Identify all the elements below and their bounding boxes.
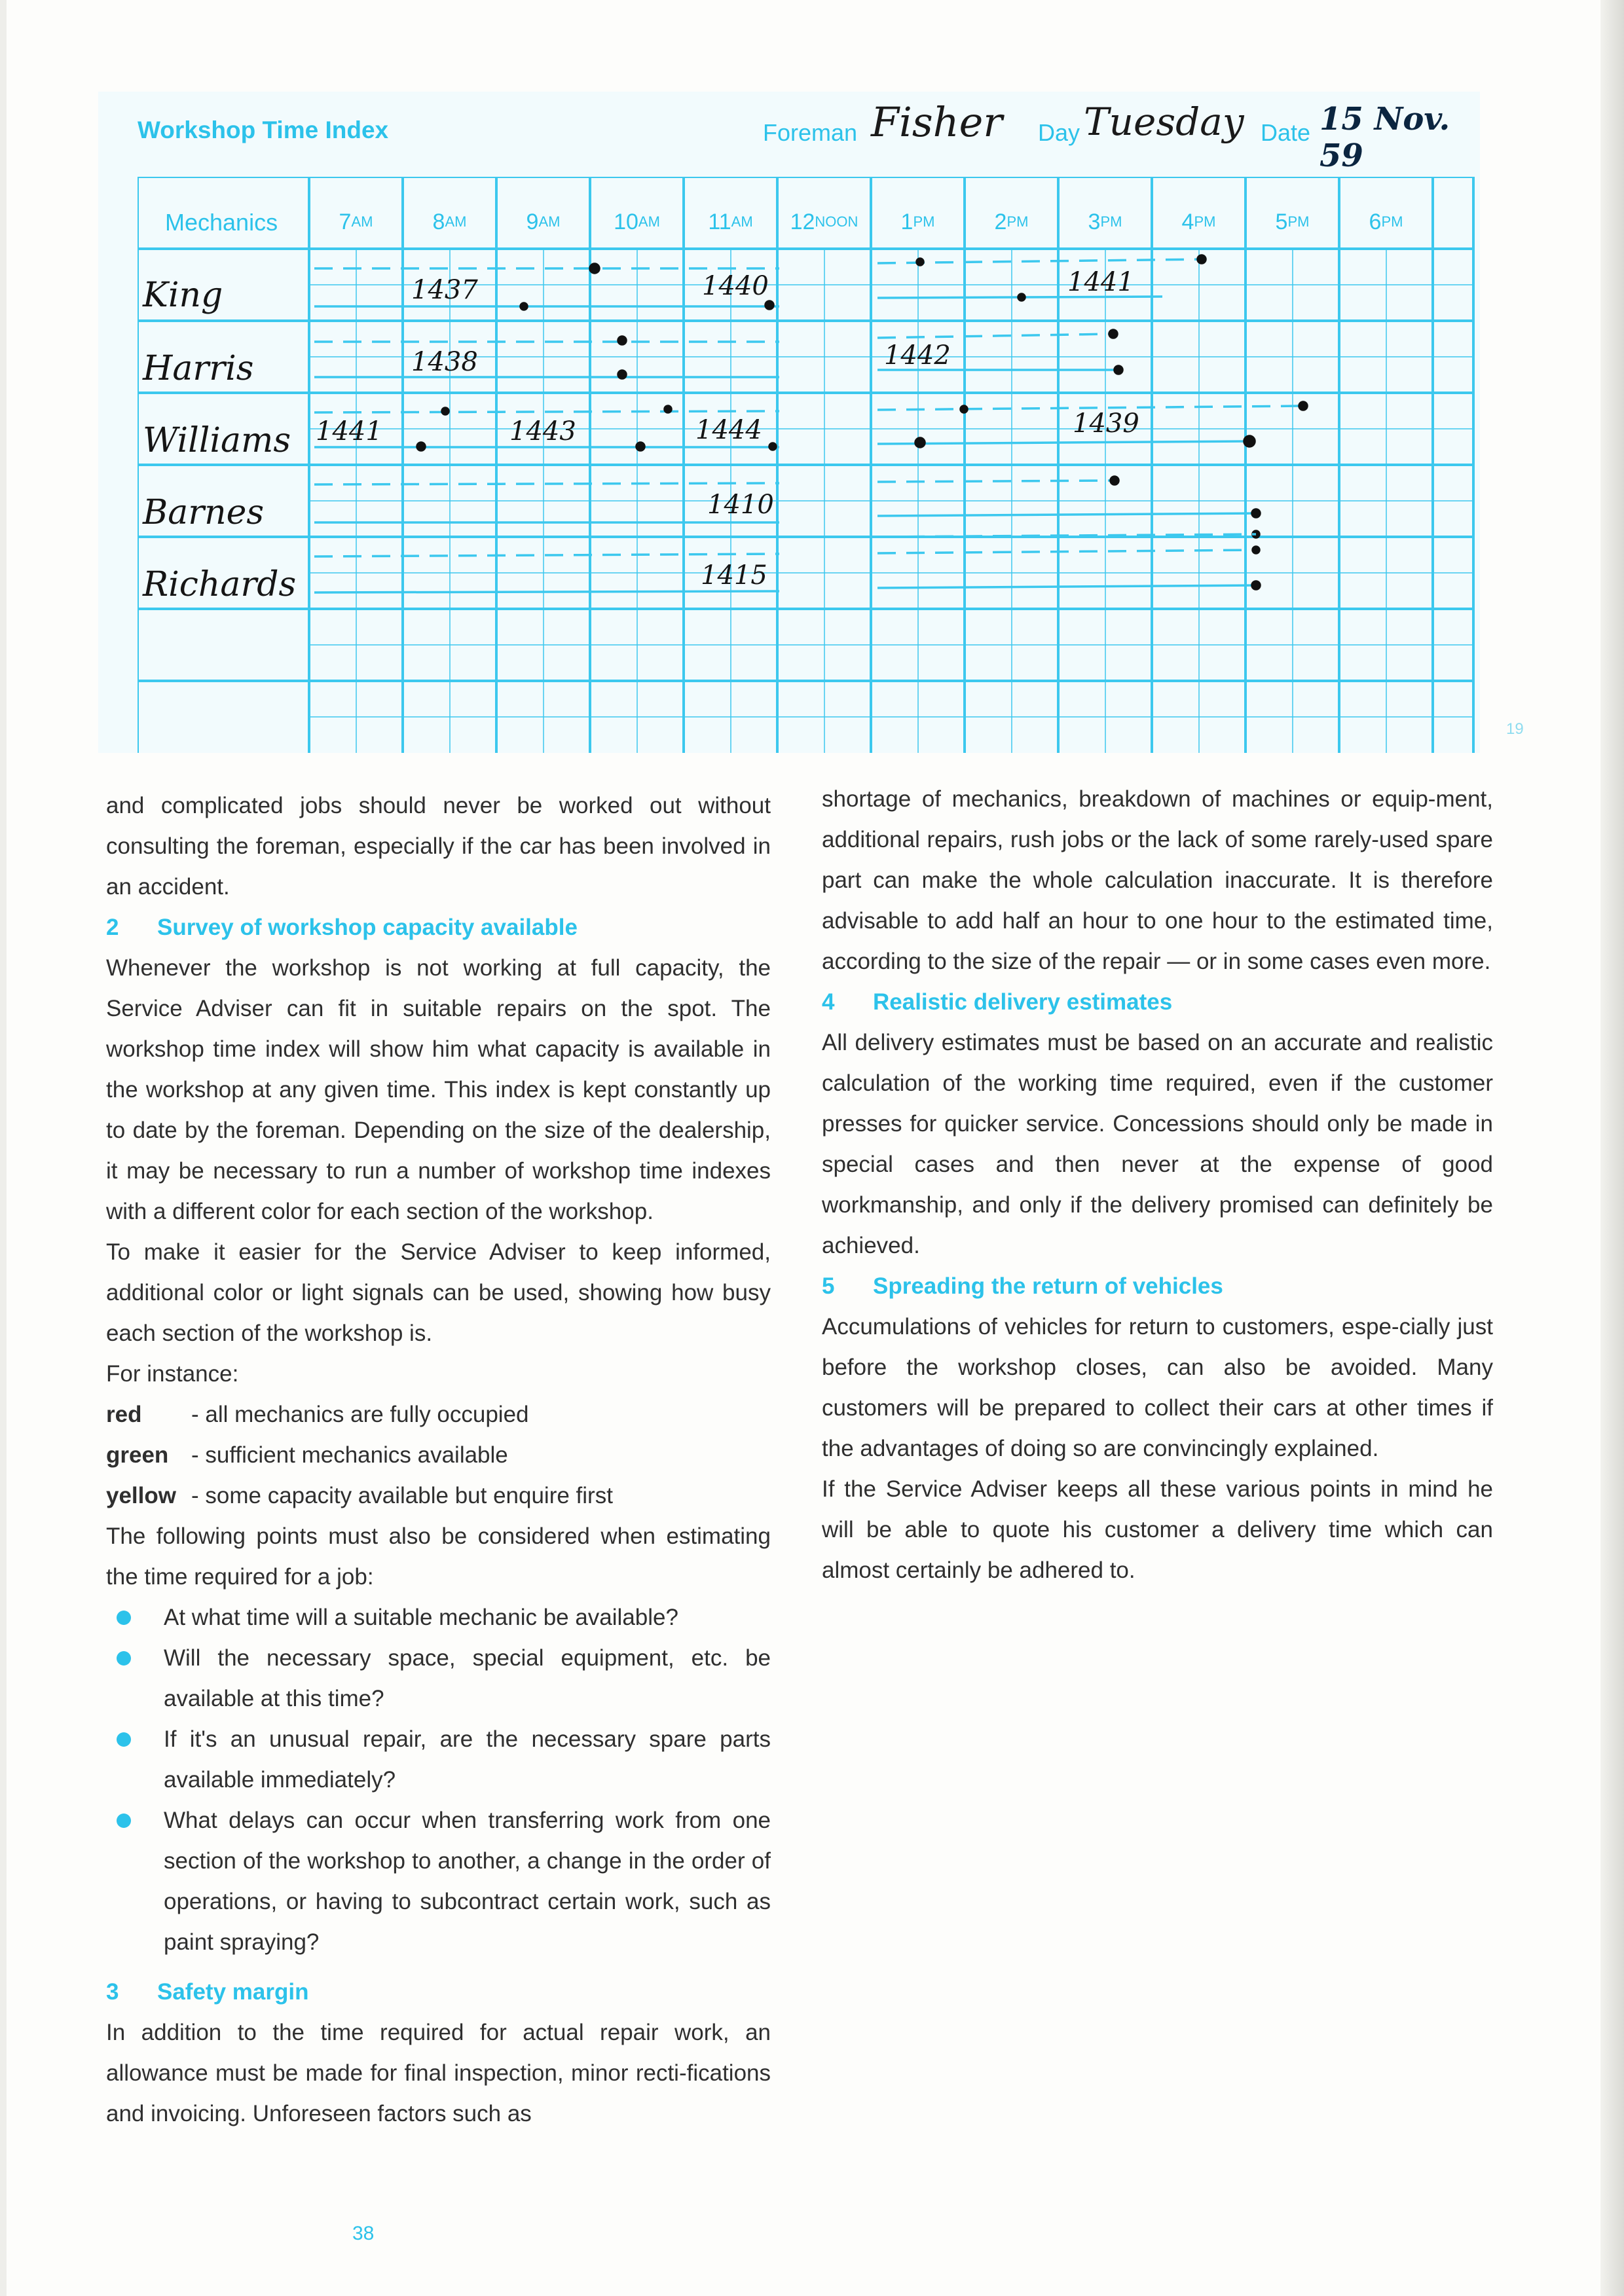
bullet-icon: [117, 1813, 131, 1828]
foreman-label: Foreman: [763, 119, 858, 146]
hour-header: 7AM: [339, 210, 373, 234]
list-item: [106, 1719, 771, 1800]
paragraph: Accumulations of vehicles for return to customers, espe-cially just before the workshop closes, can also be avoided. Many customers will be prepared to collect their cars at other times if the advantages of doing so are convincingly explained.: [822, 1314, 1493, 1461]
hour-header: 6PM: [1369, 210, 1403, 234]
bullet-icon: [117, 1611, 131, 1625]
paragraph: To make it easier for the Service Adviser to keep informed, additional color or light signals can be used, showing how busy each section of the workshop is.: [106, 1239, 771, 1346]
job-number: 1440: [702, 271, 769, 301]
job-number: 1437: [411, 275, 478, 305]
bullet-icon: [117, 1732, 131, 1747]
hour-header: 5PM: [1275, 210, 1310, 234]
job-number: 1415: [701, 560, 767, 591]
section-heading-2: [106, 907, 771, 948]
section-heading-3: [106, 1972, 771, 2013]
signal-meaning: - sufficient mechanics available: [191, 1442, 508, 1468]
hour-header: 8AM: [432, 210, 467, 234]
job-number: 1438: [411, 347, 478, 377]
hour-header: 12NOON: [790, 210, 858, 234]
job-number: 1442: [884, 340, 951, 371]
mechanic-name: Williams: [143, 421, 291, 460]
signal-color: green: [106, 1442, 169, 1468]
mechanic-name: Richards: [143, 565, 297, 604]
hour-header: 1PM: [900, 210, 935, 234]
list-item: [106, 1597, 771, 1638]
list-item-text: At what time will a suitable mechanic be available?: [164, 1605, 678, 1630]
section-number: 4: [822, 989, 835, 1015]
mechanic-name: Harris: [143, 349, 254, 388]
list-item-text: Will the necessary space, special equipment, etc. be available at this time?: [164, 1645, 771, 1711]
signal-meaning: - some capacity available but enquire first: [191, 1483, 613, 1508]
paragraph: If the Service Adviser keeps all these various points in mind he will be able to quote his customer a delivery time which can almost certainly be adhered to.: [822, 1476, 1493, 1583]
list-item: [106, 1800, 771, 1963]
section-title: Safety margin: [157, 1979, 309, 2005]
signal-yellow: [106, 1476, 771, 1516]
job-number: 1441: [1067, 267, 1134, 297]
mechanic-name: King: [143, 276, 223, 315]
job-number: 1444: [695, 415, 762, 445]
section-title: Realistic delivery estimates: [873, 989, 1173, 1015]
hour-header: 3PM: [1088, 210, 1122, 234]
paragraph: shortage of mechanics, breakdown of machines or equip-ment, additional repairs, rush jobs or the lack of some rarely-used spare part can make the whole calculation inaccurate. It is therefore advisable to add half an hour to one hour to the estimated time, according to the size of the repair — or in some cases even more.: [822, 786, 1493, 974]
section-number: 2: [106, 915, 119, 940]
date-value: 15 Nov. 59: [1320, 101, 1450, 174]
job-number: 1439: [1073, 409, 1139, 439]
page-right-edge: [1600, 0, 1624, 2296]
mechanics-column-header: Mechanics: [165, 209, 278, 236]
day-label: Day: [1038, 119, 1080, 146]
section-heading-5: [822, 1266, 1493, 1307]
section-heading-4: [822, 982, 1493, 1023]
list-item: [106, 1638, 771, 1719]
signal-color: red: [106, 1402, 142, 1427]
hour-header: 9AM: [526, 210, 561, 234]
paragraph: and complicated jobs should never be worked out without consulting the foreman, especially if the car has been involved in an accident.: [106, 793, 771, 900]
paragraph: For instance:: [106, 1361, 239, 1387]
workshop-time-index-form: [98, 92, 1480, 753]
side-page-number: 19: [1506, 720, 1524, 738]
signal-red: [106, 1394, 771, 1435]
list-item-text: What delays can occur when transferring work from one section of the workshop to another, a change in the order of operations, or having to subcontract certain work, such as paint spraying?: [164, 1808, 771, 1955]
date-label: Date: [1261, 119, 1311, 146]
paragraph: The following points must also be considered when estimating the time required for a job:: [106, 1523, 771, 1590]
hour-header: 10AM: [614, 210, 660, 234]
paragraph: All delivery estimates must be based on an accurate and realistic calculation of the working time required, even if the customer presses for quicker service. Concessions should only be made in special cases and then never at the expense of good workmanship, and only if the delivery promised can definitely be achieved.: [822, 1030, 1493, 1258]
job-number: 1443: [509, 416, 576, 446]
considerations-list: [106, 1597, 771, 1963]
section-title: Survey of workshop capacity available: [157, 915, 578, 940]
section-number: 5: [822, 1273, 835, 1299]
job-number: 1441: [316, 416, 382, 446]
signal-color: yellow: [106, 1483, 176, 1508]
paragraph: Whenever the workshop is not working at full capacity, the Service Adviser can fit in suitable repairs on the spot. The workshop time index will show him what capacity is available in the workshop at any given time. This index is kept constantly up to date by the foreman. Depending on the size of the dealership, it may be necessary to run a number of workshop time indexes with a different color for each section of the workshop.: [106, 955, 771, 1224]
form-title: Workshop Time Index: [138, 117, 389, 143]
schedule-marks: [314, 255, 1307, 592]
paragraph: In addition to the time required for actual repair work, an allowance must be made for final inspection, minor recti-fications and invoicing. Unforeseen factors such as: [106, 2020, 771, 2126]
list-item-text: If it's an unusual repair, are the necessary spare parts available immediately?: [164, 1726, 771, 1793]
right-column: [822, 779, 1493, 1591]
bullet-icon: [117, 1651, 131, 1666]
section-number: 3: [106, 1979, 119, 2005]
job-number: 1410: [707, 490, 774, 520]
foreman-value: Fisher: [871, 98, 1003, 146]
section-title: Spreading the return of vehicles: [873, 1273, 1223, 1299]
page-number: 38: [352, 2223, 375, 2244]
time-grid: [138, 177, 1480, 753]
page-left-edge: [0, 0, 7, 2296]
hour-header: 11AM: [708, 210, 753, 234]
mechanic-name: Barnes: [143, 493, 265, 532]
day-value: Tuesday: [1084, 100, 1244, 144]
signal-green: [106, 1435, 771, 1476]
hour-header: 4PM: [1181, 210, 1216, 234]
grid-lines: [138, 177, 1473, 753]
signal-meaning: - all mechanics are fully occupied: [191, 1402, 529, 1427]
left-column: [106, 786, 771, 2134]
hour-header: 2PM: [994, 210, 1029, 234]
